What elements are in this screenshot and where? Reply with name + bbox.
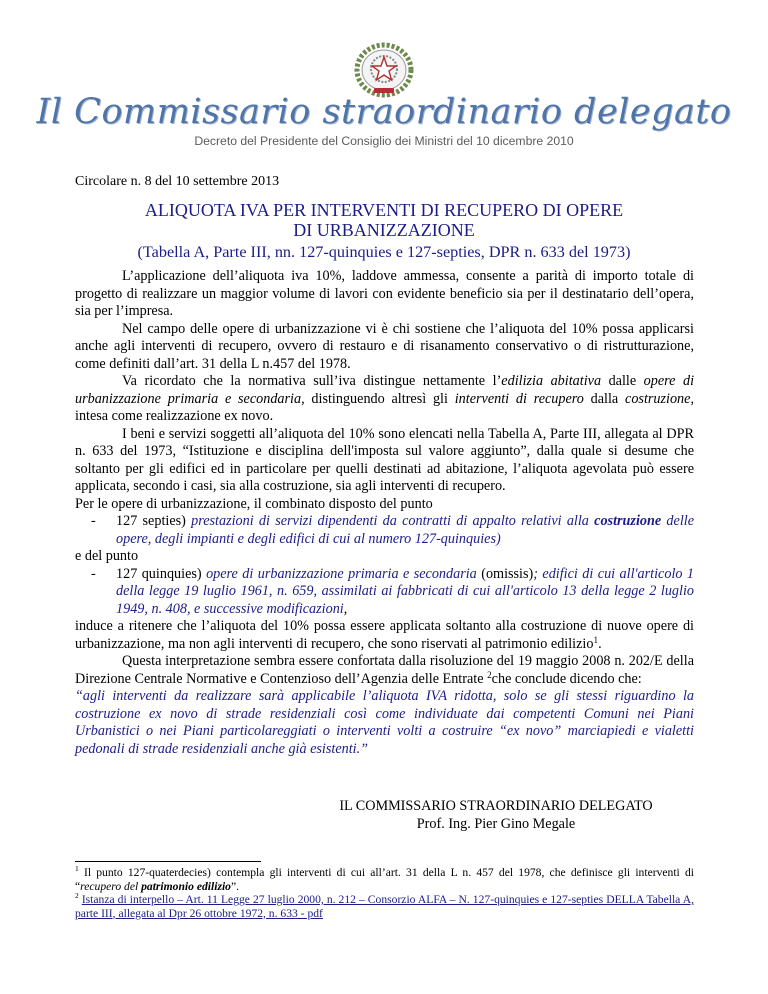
list-dash: -: [91, 513, 96, 529]
paragraph-6: e del punto: [75, 548, 139, 564]
footnote-number: 1: [75, 864, 79, 873]
signature-role: IL COMMISSARIO STRAORDINARIO DELEGATO: [339, 798, 653, 814]
text: dalla: [583, 390, 626, 407]
emphasis: edilizia abitativa: [501, 373, 602, 389]
text: .: [598, 635, 602, 652]
header-subtitle: Decreto del Presidente del Consiglio dei Ministri del 10 dicembre 2010: [194, 134, 574, 148]
paragraph-1: L’applicazione dell’aliquota iva 10%, laddove ammessa, consente a parità di importo totale di progetto di realizzare un maggior volume di lavori con evidente beneficio sia per il destinatario dell’opera, sia per l’impresa.: [75, 268, 694, 319]
footnote-number: 2: [75, 891, 79, 900]
item-number: 127 quinquies): [116, 565, 207, 582]
text: , distinguendo altresì gli: [301, 390, 455, 407]
document-subtitle: (Tabella A, Parte III, nn. 127-quinquies e 127-septies, DPR n. 633 del 1973): [137, 243, 631, 261]
circular-number: Circolare n. 8 del 10 settembre 2013: [75, 174, 280, 189]
footnote-text: Il punto 127-quaterdecies) contempla gli interventi di cui all’art. 31 della L n. 457 del 1978, che definisce gli interventi di “: [75, 866, 694, 893]
item-text: delle opere, degli impianti e degli edifici di cui al numero 127-quinquies): [116, 513, 694, 547]
title-line-2: DI URBANIZZAZIONE: [293, 220, 475, 240]
paragraph-2: Nel campo delle opere di urbanizzazione vi è chi sostiene che l’aliquota del 10% possa applicarsi anche agli interventi di recupero, ovvero di restauro e di risanamento conservativo o di ristrutturazione, come definiti dall’art. 31 della L n.457 del 1978.: [75, 320, 694, 372]
emphasis: costruzione: [625, 390, 691, 407]
footnote-2: [75, 893, 694, 920]
emphasis: interventi di recupero: [454, 390, 584, 407]
text: Va ricordato che la normativa sull’iva distingue nettamente l’: [122, 373, 502, 389]
footnote-separator: [75, 861, 261, 862]
footnote-bold: patrimonio edilizio: [141, 879, 231, 893]
text: dalle: [601, 373, 644, 389]
signature-name: Prof. Ing. Pier Gino Megale: [416, 816, 576, 832]
item-text: opere di urbanizzazione primaria e secondaria: [206, 565, 477, 582]
item-text: prestazioni di servizi dipendenti da contratti di appalto relativi alla: [191, 513, 595, 529]
list-dash: -: [91, 565, 96, 582]
item-bold: costruzione: [594, 513, 662, 529]
item-text: ,: [343, 600, 348, 617]
text: Questa interpretazione sembra essere confortata dalla risoluzione del 19 maggio 2008 n. 202/E della Direzione Centrale Normative e Contenzioso dell’Agenzia delle Entrate: [75, 653, 694, 687]
signature-block: [296, 797, 696, 833]
text: induce a ritenere che l’aliquota del 10% possa essere applicata soltanto alla costruzione di nuove opere di urbanizzazione, ma non agli interventi di recupero, che sono riservati al patrimonio edilizio: [75, 618, 694, 652]
footnote-ref-1[interactable]: 1: [593, 634, 599, 645]
paragraph-5: Per le opere di urbanizzazione, il combinato disposto del punto: [75, 495, 433, 512]
footnote-ref-2[interactable]: 2: [487, 669, 492, 680]
document-body: [75, 268, 694, 758]
quoted-resolution: “agli interventi da realizzare sarà applicabile l’aliquota IVA ridotta, solo se gli stessi riguardino la costruzione ex novo di strade residenziali così come individuate dai competenti Comuni nei Piani Urbanistici o nei Piani particolareggiati o interventi volti a costruire “ex novo” marciapiedi e vialetti pedonali di strade residenziali anche già esistenti.”: [75, 688, 694, 757]
item-number: 127 septies): [116, 513, 192, 529]
paragraph-8: [75, 653, 694, 688]
header-title: Il Commissario straordinario delegato: [36, 92, 732, 132]
paragraph-4: I beni e servizi soggetti all’aliquota del 10% sono elencati nella Tabella A, Parte III, allegata al DPR n. 633 del 1973, “Istituzione e disciplina dell'imposta sul valore aggiunto”, dalla quale si desume che soltanto per gli edifici ed in particolare per quelli destinati ad abitazione, l’aliquota agevolata può essere applicata, secondo i casi, sia alla costruzione, sia agli interventi di recupero.: [75, 425, 694, 494]
footnote-link[interactable]: Istanza di interpello – Art. 11 Legge 27 luglio 2000, n. 212 – Consorzio ALFA – N. 127-quinquies e 127-septies DELLA Tabella A, parte III, allegata al Dpr 26 ottobre 1972, n. 633 - pdf: [75, 893, 694, 920]
document-title: [110, 200, 658, 240]
text: che conclude dicendo che:: [491, 670, 642, 687]
item-text: ; edifici di cui all'articolo 1 della legge 19 luglio 1961, n. 659, assimilati ai fabbricati di cui all'articolo 13 della legge 2 luglio 1949, n. 408, e successive modificazioni: [116, 565, 695, 617]
footnote-1: [75, 866, 694, 893]
emphasis: opere di urbanizzazione primaria e secondaria: [75, 373, 695, 407]
list-item-127-quinquies: [75, 566, 694, 619]
paragraph-3: [75, 373, 694, 426]
footnote-text: ”.: [230, 879, 240, 893]
item-text: (omissis): [476, 565, 534, 582]
italian-republic-emblem-icon: [354, 40, 414, 98]
list-item-127-septies: [75, 513, 694, 548]
text: , intesa come realizzazione ex novo.: [75, 390, 694, 424]
paragraph-7: [75, 618, 694, 653]
footnote-emphasis: recupero del: [80, 879, 142, 893]
title-line-1: ALIQUOTA IVA PER INTERVENTI DI RECUPERO DI OPERE: [144, 200, 624, 220]
